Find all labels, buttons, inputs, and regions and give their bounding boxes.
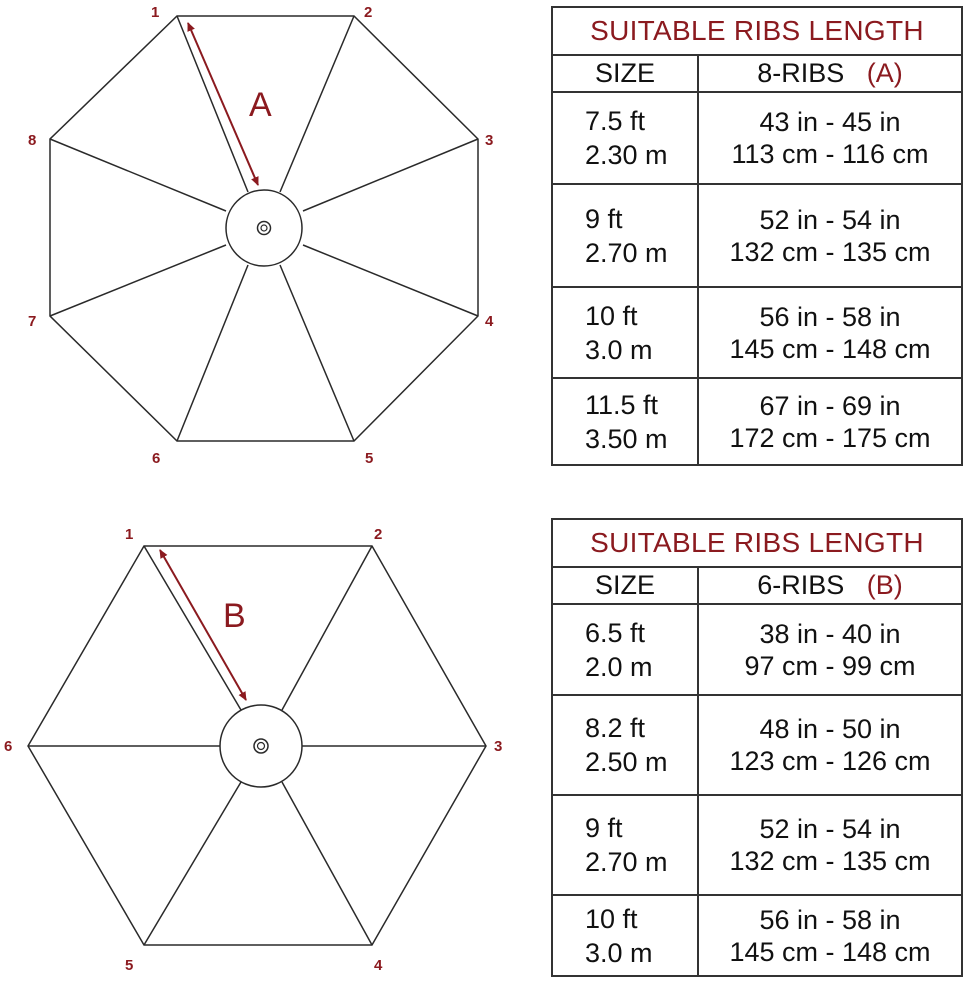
table-row (552, 92, 962, 184)
size-ft: 9 ft (585, 813, 623, 843)
size-m: 2.50 m (585, 747, 668, 777)
hub-circle (226, 190, 302, 266)
size-cell (552, 287, 698, 378)
table-title: SUITABLE RIBS LENGTH (552, 519, 962, 567)
size-cell (552, 695, 698, 795)
ribs-column-header (698, 55, 962, 92)
size-ft: 7.5 ft (585, 106, 646, 136)
size-ft: 10 ft (585, 903, 638, 934)
size-m: 3.0 m (585, 334, 653, 365)
length-in: 56 in - 58 in (759, 301, 901, 332)
table-row (552, 184, 962, 287)
size-cell (552, 795, 698, 895)
size-column-header: SIZE (552, 567, 698, 604)
rib-length-cell (698, 895, 962, 976)
table-row (552, 795, 962, 895)
ribs-length-table-6 (551, 518, 963, 977)
rib-length-cell (698, 795, 962, 895)
rib-length-cell (698, 184, 962, 287)
ribs-count-label: 6-RIBS (757, 570, 845, 600)
table-row (552, 604, 962, 695)
size-cell (552, 604, 698, 695)
size-cell (552, 378, 698, 465)
rib-line (177, 16, 248, 192)
label-a: A (249, 86, 272, 124)
rib-line (303, 245, 478, 316)
size-m: 2.70 m (585, 847, 668, 877)
size-cell (552, 184, 698, 287)
length-in: 43 in - 45 in (759, 107, 901, 137)
length-in: 52 in - 54 in (759, 814, 901, 844)
rib-length-cell (698, 378, 962, 465)
table-row (552, 895, 962, 976)
rib-line (303, 139, 478, 211)
vertex-number: 4 (374, 957, 383, 974)
table-title: SUITABLE RIBS LENGTH (552, 7, 962, 55)
rib-line (50, 245, 226, 316)
rib-length-arrow (188, 23, 258, 185)
length-cm: 172 cm - 175 cm (729, 422, 931, 453)
rib-line (144, 782, 241, 945)
rib-length-cell (698, 604, 962, 695)
rib-line (177, 265, 248, 441)
vertex-number: 3 (494, 738, 503, 755)
vertex-number: 2 (364, 4, 373, 21)
vertex-number: 3 (485, 132, 494, 149)
vertex-number: 4 (485, 313, 494, 330)
rib-length-cell (698, 92, 962, 184)
length-cm: 113 cm - 116 cm (731, 139, 929, 169)
ribs-type-tag: (B) (866, 570, 903, 600)
size-ft: 8.2 ft (585, 713, 646, 743)
size-ft: 10 ft (585, 300, 638, 331)
rib-length-cell (698, 287, 962, 378)
length-in: 56 in - 58 in (759, 904, 901, 935)
size-m: 2.0 m (585, 651, 653, 682)
size-m: 3.50 m (585, 423, 668, 454)
size-m: 3.0 m (585, 937, 653, 968)
ribs-column-header (698, 567, 962, 604)
length-in: 38 in - 40 in (759, 618, 901, 649)
ribs-type-tag: (A) (866, 58, 903, 88)
rib-line (50, 139, 226, 211)
length-cm: 145 cm - 148 cm (729, 936, 931, 967)
rib-line (282, 546, 372, 710)
vertex-number: 6 (4, 738, 13, 755)
length-cm: 145 cm - 148 cm (729, 333, 931, 364)
length-in: 67 in - 69 in (759, 390, 901, 421)
vertex-number: 7 (28, 313, 37, 330)
vertex-number: 1 (151, 4, 160, 21)
rib-length-cell (698, 695, 962, 795)
length-cm: 97 cm - 99 cm (744, 650, 916, 681)
size-ft: 11.5 ft (585, 389, 659, 420)
ribs-count-label: 8-RIBS (757, 58, 845, 88)
rib-line (282, 782, 372, 945)
table-row (552, 378, 962, 465)
table-row (552, 695, 962, 795)
length-cm: 132 cm - 135 cm (729, 236, 931, 267)
label-b: B (223, 597, 246, 635)
vertex-number: 2 (374, 526, 383, 543)
vertex-number: 5 (365, 450, 374, 467)
ribs-length-table-8 (551, 6, 963, 466)
size-cell (552, 895, 698, 976)
hub-circle (220, 705, 302, 787)
hexagon-umbrella-diagram (4, 526, 502, 974)
length-in: 48 in - 50 in (759, 714, 901, 744)
vertex-number: 6 (152, 450, 161, 467)
length-cm: 123 cm - 126 cm (729, 746, 931, 776)
size-m: 2.30 m (585, 140, 668, 170)
size-ft: 6.5 ft (585, 617, 646, 648)
size-column-header: SIZE (552, 55, 698, 92)
rib-line (280, 265, 354, 441)
length-in: 52 in - 54 in (759, 204, 901, 235)
vertex-number: 8 (28, 132, 37, 149)
rib-line (280, 16, 354, 192)
length-cm: 132 cm - 135 cm (729, 846, 931, 876)
table-row (552, 287, 962, 378)
vertex-number: 1 (125, 526, 134, 543)
vertex-number: 5 (125, 957, 134, 974)
size-m: 2.70 m (585, 237, 668, 268)
size-ft: 9 ft (585, 203, 623, 234)
size-cell (552, 92, 698, 184)
octagon-umbrella-diagram (28, 4, 494, 467)
